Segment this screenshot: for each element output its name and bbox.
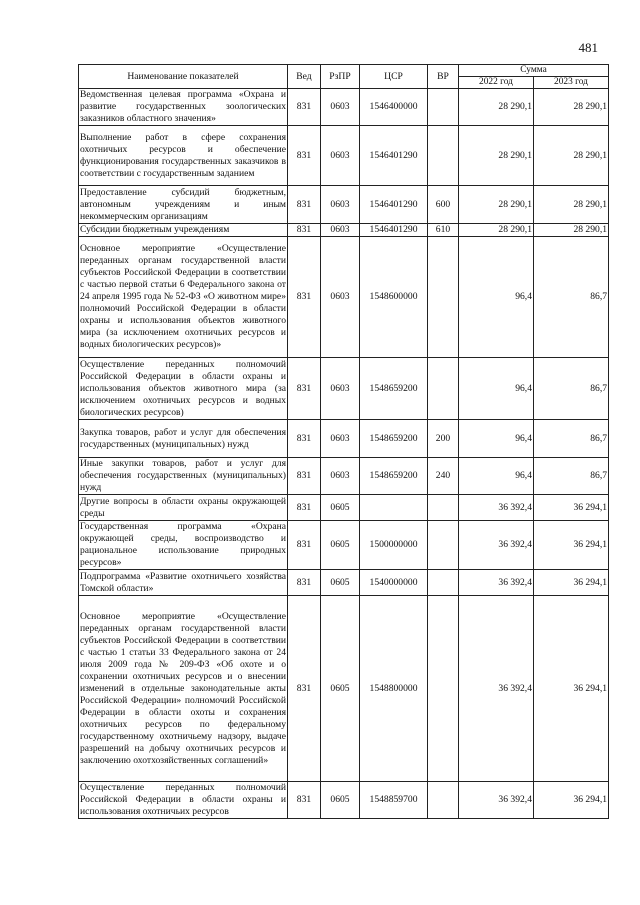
row-sum-2023: 36 294,1 (534, 596, 609, 782)
row-vr (428, 358, 459, 420)
row-rzpr: 0603 (321, 458, 360, 495)
table-row (79, 126, 609, 186)
row-csr: 1548800000 (360, 596, 428, 782)
row-sum-2022: 28 290,1 (459, 224, 534, 237)
row-ved: 831 (288, 186, 321, 224)
row-sum-2022: 96,4 (459, 458, 534, 495)
header-year-2022: 2022 год (459, 77, 534, 89)
row-sum-2023: 36 294,1 (534, 495, 609, 521)
row-name: Иные закупки товаров, работ и услуг для обеспечения государственных (муниципальных) нужд (80, 458, 286, 493)
row-csr: 1548659200 (360, 420, 428, 458)
row-name: Осуществление переданных полномочий Российской Федерации в области охраны и использования охотничьих ресурсов (80, 782, 286, 817)
row-rzpr: 0603 (321, 89, 360, 126)
row-name: Другие вопросы в области охраны окружающей среды (80, 495, 286, 519)
row-csr: 1546401290 (360, 186, 428, 224)
row-rzpr: 0603 (321, 237, 360, 358)
table-row (79, 237, 609, 358)
row-name: Подпрограмма «Развитие охотничьего хозяйства Томской области» (80, 570, 286, 594)
row-rzpr: 0605 (321, 782, 360, 819)
row-csr: 1540000000 (360, 570, 428, 596)
row-ved: 831 (288, 420, 321, 458)
row-sum-2022: 28 290,1 (459, 126, 534, 186)
table-row (79, 570, 609, 596)
table-row (79, 89, 609, 126)
row-vr: 600 (428, 186, 459, 224)
row-sum-2022: 96,4 (459, 420, 534, 458)
row-name: Ведомственная целевая программа «Охрана и развитие государственных зоологических заказников областного значения» (80, 89, 286, 124)
row-csr: 1546400000 (360, 89, 428, 126)
table-row (79, 596, 609, 782)
row-vr (428, 126, 459, 186)
row-rzpr: 0605 (321, 521, 360, 570)
table-row (79, 358, 609, 420)
row-sum-2023: 86,7 (534, 420, 609, 458)
row-ved: 831 (288, 495, 321, 521)
row-sum-2022: 96,4 (459, 358, 534, 420)
row-ved: 831 (288, 782, 321, 819)
row-sum-2023: 86,7 (534, 458, 609, 495)
row-vr (428, 89, 459, 126)
row-ved: 831 (288, 89, 321, 126)
row-ved: 831 (288, 596, 321, 782)
row-name: Закупка товаров, работ и услуг для обеспечения государственных (муниципальных) нужд (79, 420, 288, 458)
table-row (79, 420, 609, 458)
row-vr (428, 782, 459, 819)
row-csr: 1546401290 (360, 224, 428, 237)
row-sum-2022: 96,4 (459, 237, 534, 358)
row-ved: 831 (288, 358, 321, 420)
row-sum-2023: 36 294,1 (534, 782, 609, 819)
row-name: Субсидии бюджетным учреждениям (79, 224, 288, 237)
row-rzpr: 0603 (321, 126, 360, 186)
table-row (79, 521, 609, 570)
budget-table (78, 64, 609, 819)
row-sum-2023: 28 290,1 (534, 89, 609, 126)
row-ved: 831 (288, 458, 321, 495)
row-sum-2023: 36 294,1 (534, 521, 609, 570)
row-name: Выполнение работ в сфере сохранения охотничьих ресурсов и обеспечение функционирования государственных заказчиков в соответствии с государственным заданием (79, 126, 288, 186)
row-csr: 1548659200 (360, 458, 428, 495)
header-name: Наименование показателей (79, 65, 288, 89)
row-rzpr: 0605 (321, 570, 360, 596)
row-sum-2022: 36 392,4 (459, 596, 534, 782)
row-sum-2023: 28 290,1 (534, 126, 609, 186)
table-row (79, 495, 609, 521)
row-name: Предоставление субсидий бюджетным, автономным учреждениям и иным некоммерческим организациям (80, 186, 286, 222)
row-sum-2022: 28 290,1 (459, 89, 534, 126)
row-sum-2022: 28 290,1 (459, 186, 534, 224)
row-ved: 831 (288, 521, 321, 570)
row-vr (428, 495, 459, 521)
table-row (79, 224, 609, 237)
row-vr: 200 (428, 420, 459, 458)
row-ved: 831 (288, 237, 321, 358)
row-ved: 831 (288, 126, 321, 186)
row-name: Основное мероприятие «Осуществление переданных органам государственной власти субъектов Российской Федерации в соответствии с частью первой статьи 6 Федерального закона от 24 апреля 1995 года № 52-ФЗ «О животном мире» полномочий Российской Федерации в области охраны и использования объектов животного мира (за исключением охотничьих ресурсов и водных биологических ресурсов)» (79, 237, 288, 358)
row-sum-2023: 28 290,1 (534, 224, 609, 237)
row-sum-2022: 36 392,4 (459, 782, 534, 819)
row-sum-2023: 86,7 (534, 358, 609, 420)
row-vr: 240 (428, 458, 459, 495)
page-number: 481 (578, 40, 598, 55)
table-row (79, 782, 609, 819)
row-sum-2022: 36 392,4 (459, 495, 534, 521)
row-rzpr: 0603 (321, 224, 360, 237)
row-csr: 1548859700 (360, 782, 428, 819)
row-csr: 1548600000 (360, 237, 428, 358)
row-name: Государственная программа «Охрана окружающей среды, воспроизводство и рациональное использование природных ресурсов» (80, 521, 286, 568)
row-sum-2022: 36 392,4 (459, 521, 534, 570)
row-sum-2022: 36 392,4 (459, 570, 534, 596)
row-csr: 1548659200 (360, 358, 428, 420)
header-sum: Сумма (459, 65, 609, 77)
row-vr (428, 237, 459, 358)
table-body (79, 89, 609, 819)
row-ved: 831 (288, 570, 321, 596)
row-name: Основное мероприятие «Осуществление переданных органам государственной власти субъектов Российской Федерации в соответствии с частью 1 статьи 33 Федерального закона от 24 июля 2009 года № 209-ФЗ «Об охоте и о сохранении охотничьих ресурсов и о внесении изменений в отдельные законодательные акты Российской Федерации» полномочий Российской Федерации в области охоты и сохранения охотничьих ресурсов по федеральному государственному охотничьему надзору, выдаче разрешений на добычу охотничьих ресурсов и заключению охотхозяйственных соглашений» (79, 596, 288, 782)
header-ved: Вед (288, 65, 321, 89)
header-year-2023: 2023 год (534, 77, 609, 89)
row-sum-2023: 86,7 (534, 237, 609, 358)
row-name: Осуществление переданных полномочий Российской Федерации в области охраны и использования объектов животного мира (за исключением охотничьих ресурсов и водных биологических ресурсов) (80, 358, 286, 418)
row-csr: 1546401290 (360, 126, 428, 186)
table-row (79, 186, 609, 224)
row-sum-2023: 36 294,1 (534, 570, 609, 596)
row-sum-2023: 28 290,1 (534, 186, 609, 224)
row-rzpr: 0603 (321, 358, 360, 420)
row-ved: 831 (288, 224, 321, 237)
header-csr: ЦСР (360, 65, 428, 89)
row-vr (428, 521, 459, 570)
row-vr (428, 570, 459, 596)
row-vr (428, 596, 459, 782)
row-rzpr: 0605 (321, 495, 360, 521)
row-csr: 1500000000 (360, 521, 428, 570)
row-rzpr: 0605 (321, 596, 360, 782)
row-csr (360, 495, 428, 521)
header-vr: ВР (428, 65, 459, 89)
row-rzpr: 0603 (321, 186, 360, 224)
row-vr: 610 (428, 224, 459, 237)
header-rzpr: РзПР (321, 65, 360, 89)
row-rzpr: 0603 (321, 420, 360, 458)
table-row (79, 458, 609, 495)
